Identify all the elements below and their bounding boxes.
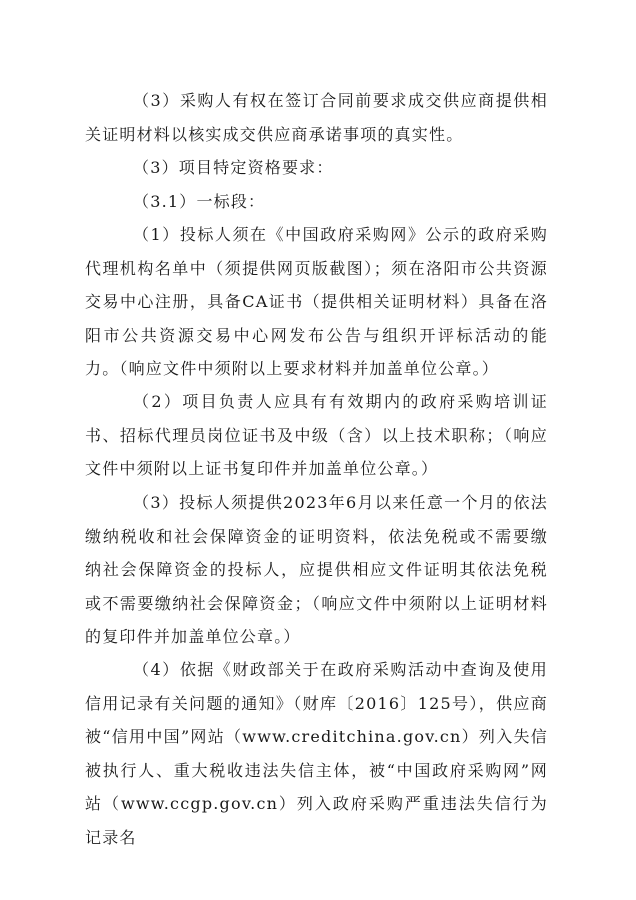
paragraph-requirement-3: （3）投标人须提供2023年6月以来任意一个月的依法缴纳税收和社会保障资金的证明资料，依法免税或不需要缴纳社会保障资金的投标人，应提供相应文件证明其依法免税或不需要缴纳社会保障资金；（响应文件中须附以上证明材料的复印件并加盖单位公章。） — [85, 493, 548, 646]
paragraph-requirement-2: （2）项目负责人应具有有效期内的政府采购培训证书、招标代理员岗位证书及中级（含）以上技术职称；（响应文件中须附以上证书复印件并加盖单位公章。） — [85, 392, 548, 478]
paragraph-buyer-rights: （3）采购人有权在签订合同前要求成交供应商提供相关证明材料以核实成交供应商承诺事项的真实性。 — [85, 91, 548, 144]
paragraph-requirement-4: （4）依据《财政部关于在政府采购活动中查询及使用信用记录有关问题的通知》（财库〔2016〕125号），供应商被“信用中国”网站（www.creditchina.gov.cn）列入失信被执行人、重大税收违法失信主体，被“中国政府采购网”网站（www.ccgp.gov.cn）列入政府采购严重违法失信行为记录名 — [85, 660, 548, 847]
paragraph-lot-one-heading: （3.1）一标段： — [133, 192, 266, 211]
paragraph-qualification-heading: （3）项目特定资格要求： — [133, 158, 334, 177]
paragraph-requirement-1: （1）投标人须在《中国政府采购网》公示的政府采购代理机构名单中（须提供网页版截图）；须在洛阳市公共资源交易中心注册，具备CA证书（提供相关证明材料）具备在洛阳市公共资源交易中心网发布公告与组织开评标活动的能力。（响应文件中须附以上要求材料并加盖单位公章。） — [85, 225, 548, 378]
